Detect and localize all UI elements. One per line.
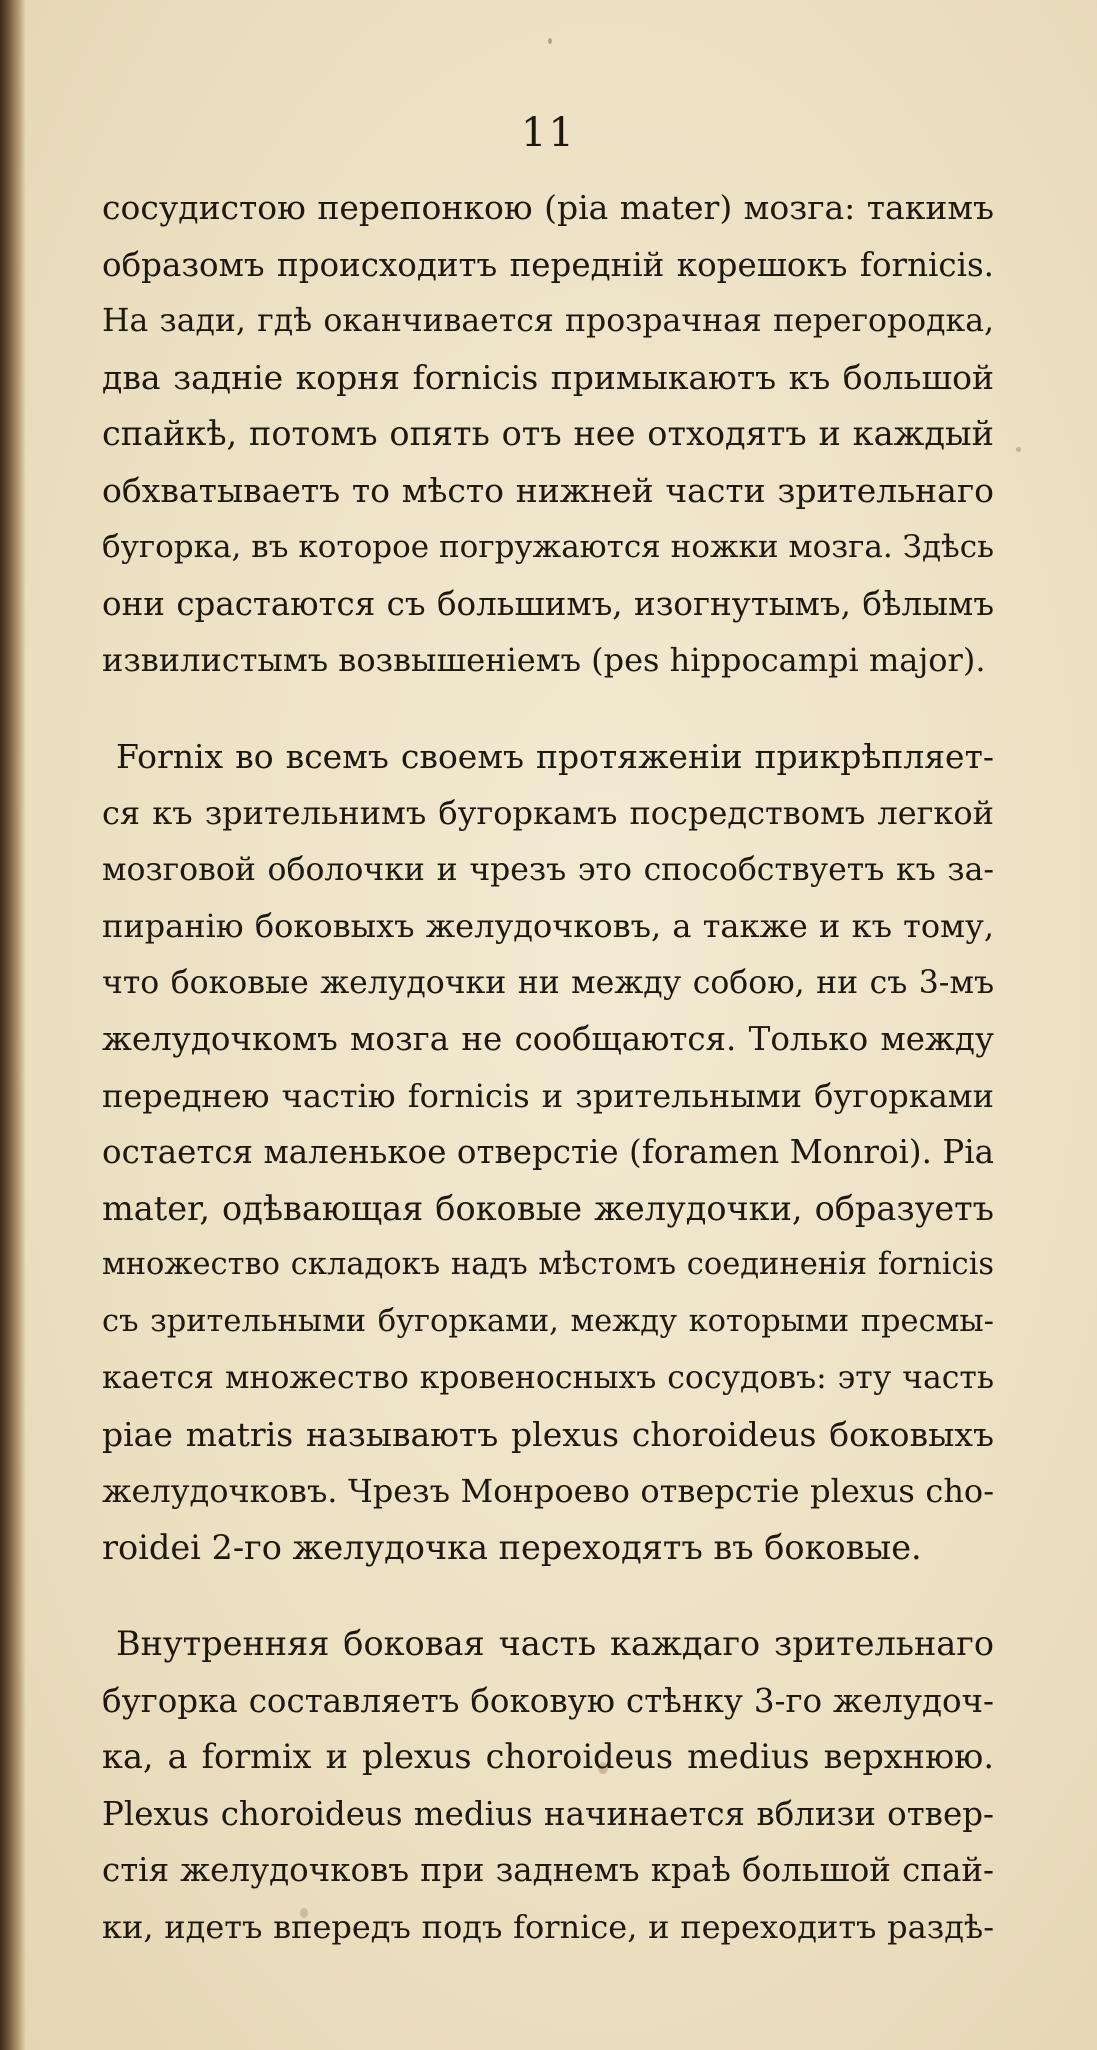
paragraph-gap xyxy=(102,1576,994,1616)
text-line: Внутренняя боковая часть каждаго зрительнаго xyxy=(116,1624,994,1663)
text-line: два задніе корня fornicis примыкаютъ къ большой xyxy=(102,357,994,397)
text-line: Fornix во всемъ своемъ протяженіи прикрѣпляет- xyxy=(116,736,994,776)
paper-speck xyxy=(548,38,552,44)
text-line: ка, а formix и plexus choroideus medius верхнюю. xyxy=(102,1737,994,1776)
text-line: ки, идетъ впередъ подъ fornice, и переходитъ раздѣ- xyxy=(102,1907,994,1946)
text-line: множество складокъ надъ мѣстомъ соединенія fornicis xyxy=(102,1247,994,1282)
text-line: обхватываетъ то мѣсто нижней части зрительнаго xyxy=(102,470,994,510)
text-line: переднею частію fornicis и зрительными бугорками xyxy=(102,1076,994,1115)
paragraph-1 xyxy=(102,180,994,689)
text-line: съ зрительными бугорками, между которыми пресмы- xyxy=(102,1303,994,1339)
text-line: желудочкомъ мозга не сообщаются. Только между xyxy=(102,1020,994,1058)
text-line: образомъ происходитъ передній корешокъ fornicis. xyxy=(102,245,994,284)
text-line: желудочковъ. Чрезъ Монроево отверстіе plexus cho- xyxy=(102,1472,994,1510)
text-line: бугорка составляетъ боковую стѣнку 3-го желудоч- xyxy=(102,1681,994,1720)
text-line: roidei 2-го желудочка переходятъ въ боковые. xyxy=(102,1527,922,1567)
text-line: стія желудочковъ при заднемъ краѣ большой спай- xyxy=(102,1851,994,1889)
text-line: На зади, гдѣ оканчивается прозрачная перегородка, xyxy=(102,303,994,339)
paragraph-gap xyxy=(102,689,994,729)
body-text xyxy=(102,180,994,1955)
text-line: извилистымъ возвышеніемъ (pes hippocampi major). xyxy=(102,641,986,679)
text-line: остается маленькое отверстіе (foramen Monroi). Pia xyxy=(102,1133,994,1171)
paper-speck xyxy=(1016,447,1021,452)
text-line: бугорка, въ которое погружаются ножки мозга. Здѣсь xyxy=(102,529,994,565)
text-line: mater, одѣвающая боковые желудочки, образуетъ xyxy=(102,1188,994,1228)
text-line: ся къ зрительнимъ бугоркамъ посредствомъ легкой xyxy=(102,794,994,832)
paragraph-3 xyxy=(102,1616,994,1955)
text-line: сосудистою перепонкою (pia mater) мозга: такимъ xyxy=(102,188,994,227)
text-line: пиранію боковыхъ желудочковъ, а также и къ тому, xyxy=(102,907,994,945)
text-line: они срастаются съ большимъ, изогнутымъ, бѣлымъ xyxy=(102,584,994,623)
text-line: мозговой оболочки и чрезъ это способствуетъ къ за- xyxy=(102,851,994,888)
text-line: кается множество кровеносныхъ сосудовъ: эту часть xyxy=(102,1360,994,1396)
page-number: 11 xyxy=(521,110,576,156)
text-line: что боковые желудочки ни между собою, ни съ 3-мъ xyxy=(102,964,994,1001)
paragraph-2 xyxy=(102,729,994,1577)
text-line: Plexus choroideus medius начинается вблизи отвер- xyxy=(102,1794,994,1833)
book-binding-shadow xyxy=(0,0,26,2050)
text-line: спайкѣ, потомъ опять отъ нее отходятъ и каждый xyxy=(102,414,994,453)
text-line: piae matris называютъ plexus choroideus боковыхъ xyxy=(102,1414,994,1454)
